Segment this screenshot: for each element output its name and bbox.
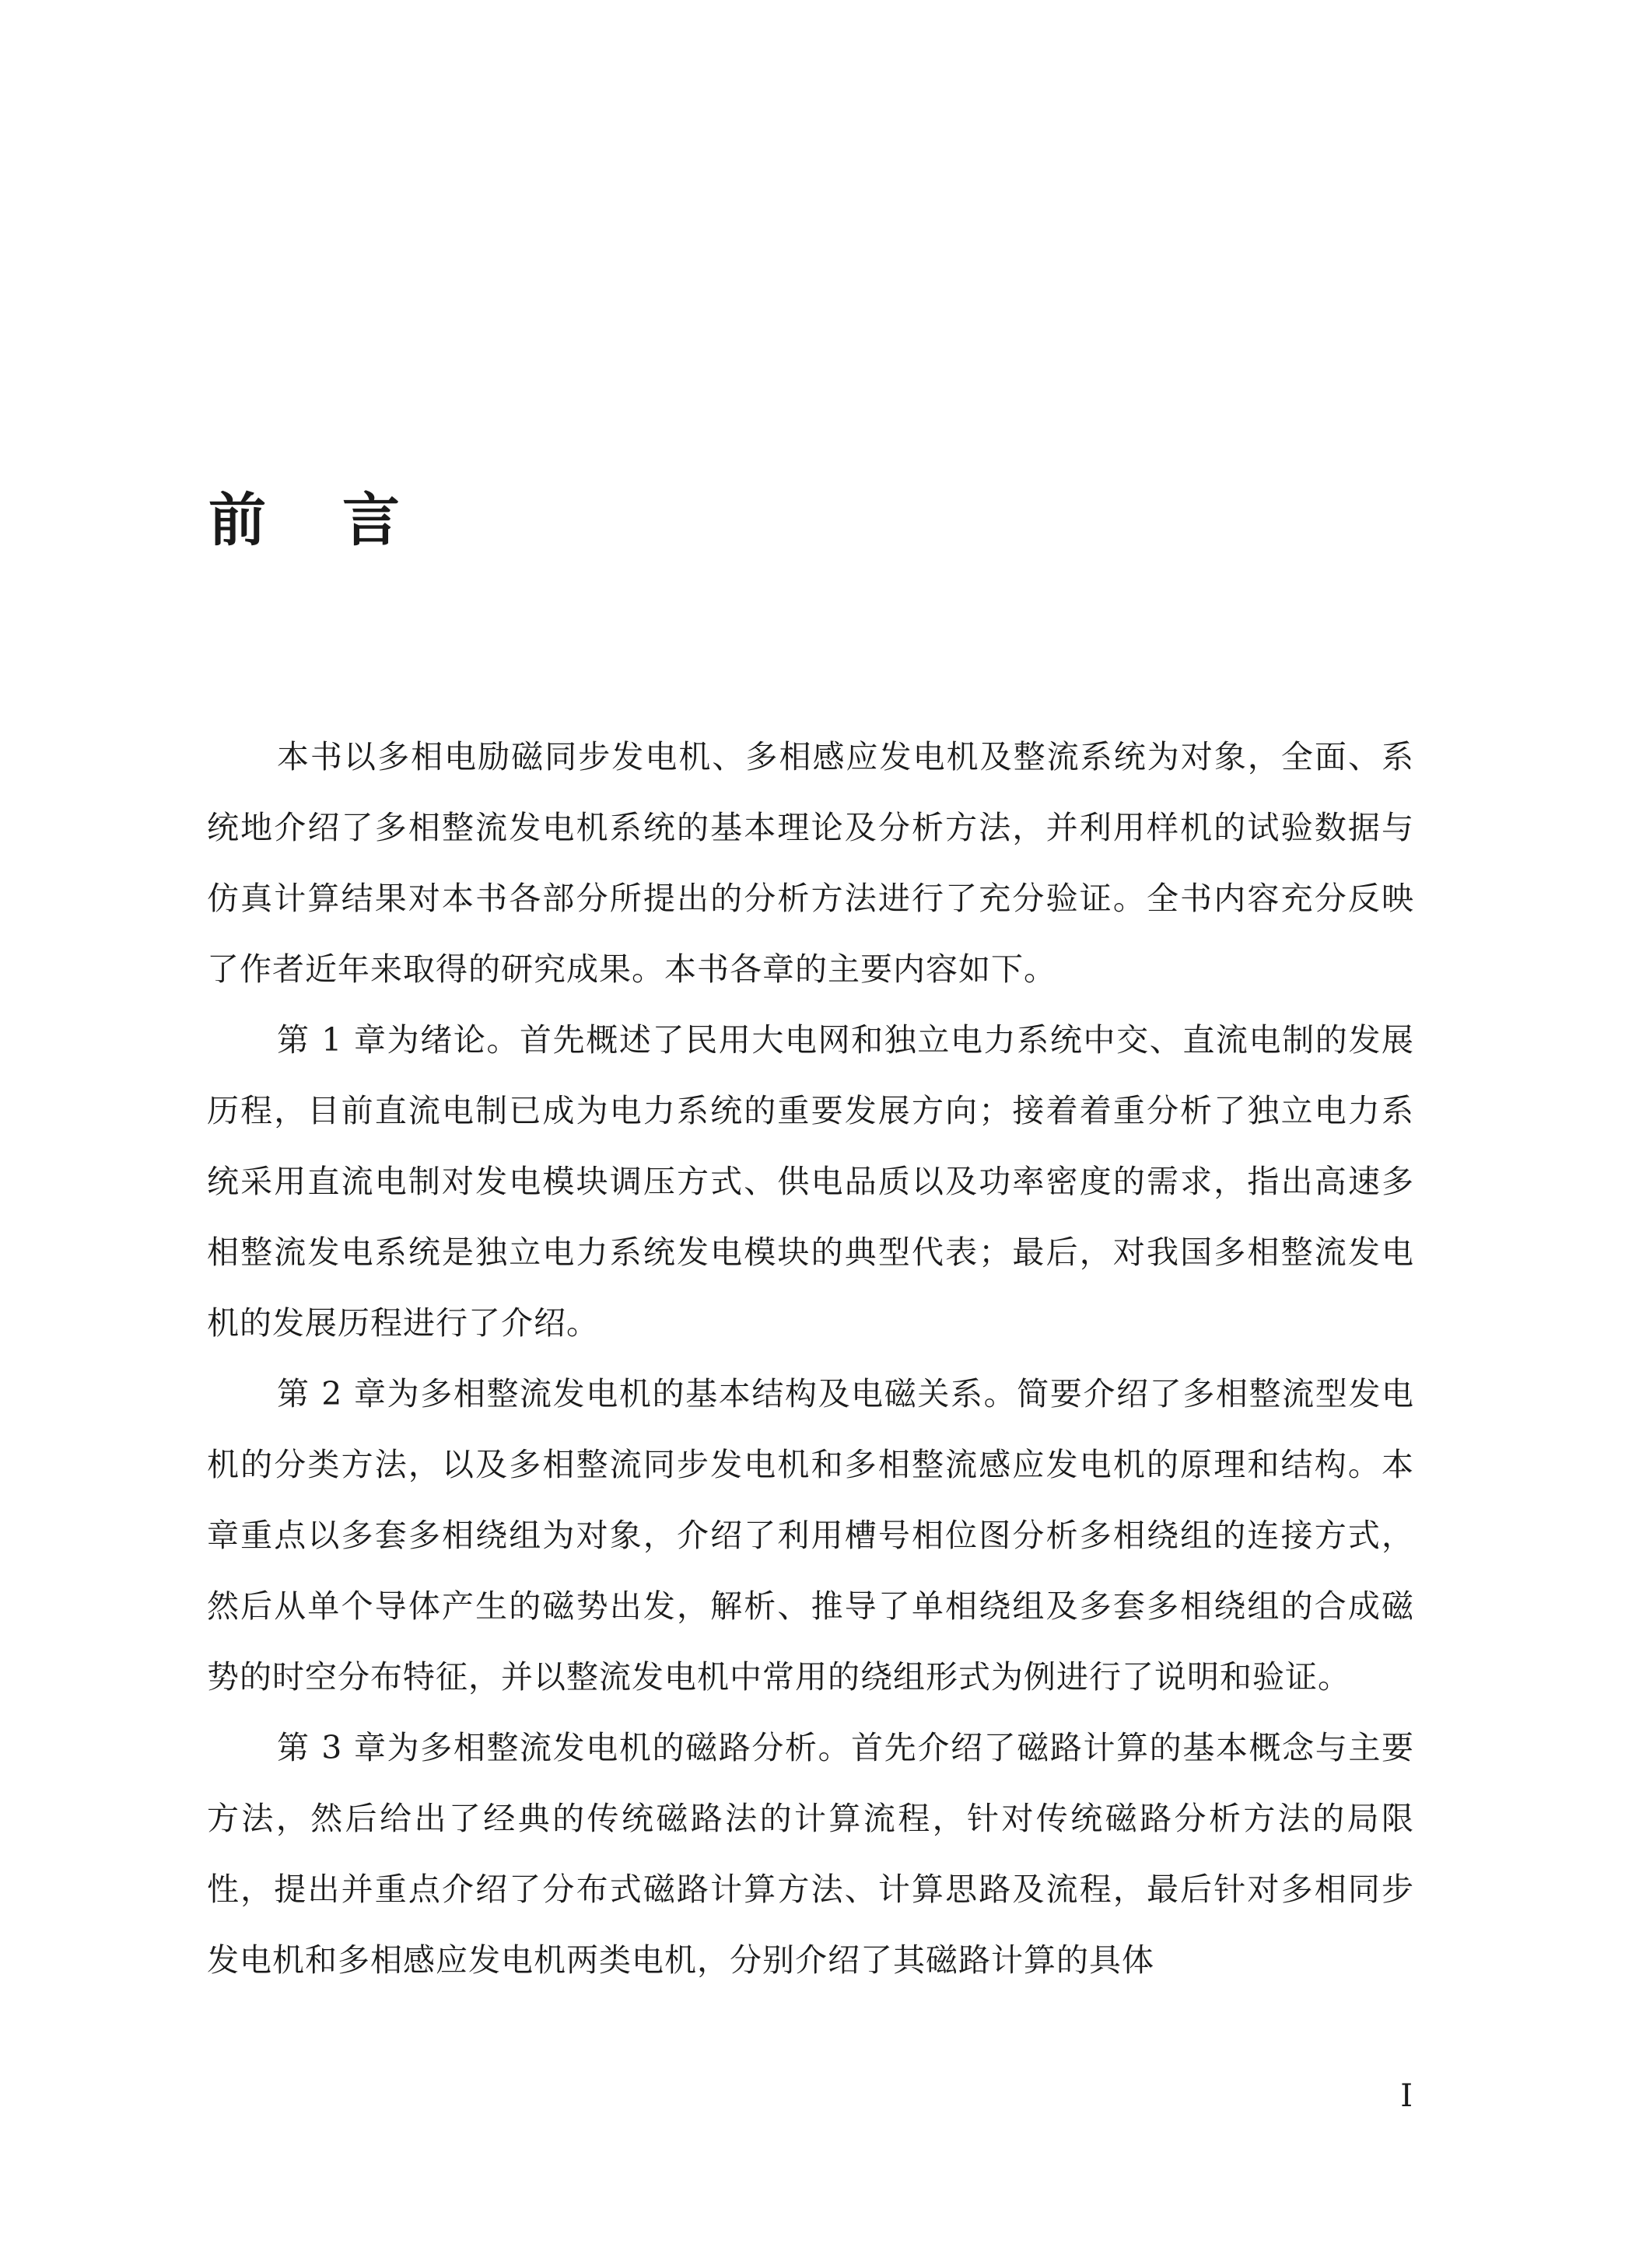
page-number: I bbox=[1400, 2078, 1413, 2114]
paragraph-intro: 本书以多相电励磁同步发电机、多相感应发电机及整流系统为对象，全面、系统地介绍了多相整流发电机系统的基本理论及分析方法，并利用样机的试验数据与仿真计算结果对本书各部分所提出的分析方法进行了充分验证。全书内容充分反映了作者近年来取得的研究成果。本书各章的主要内容如下。 bbox=[207, 738, 1414, 988]
heading-char-1: 前 bbox=[208, 487, 266, 554]
paragraph-chapter-1: 第 1 章为绪论。首先概述了民用大电网和独立电力系统中交、直流电制的发展历程，目前直流电制已成为电力系统的重要发展方向；接着着重分析了独立电力系统采用直流电制对发电模块调压方式、供电品质以及功率密度的需求，指出高速多相整流发电系统是独立电力系统发电模块的典型代表；最后，对我国多相整流发电机的发展历程进行了介绍。 bbox=[207, 1021, 1414, 1342]
paragraph-chapter-3: 第 3 章为多相整流发电机的磁路分析。首先介绍了磁路计算的基本概念与主要方法，然后给出了经典的传统磁路法的计算流程，针对传统磁路分析方法的局限性，提出并重点介绍了分布式磁路计算方法、计算思路及流程，最后针对多相同步发电机和多相感应发电机两类电机，分别介绍了其磁路计算的具体 bbox=[207, 1729, 1414, 1979]
heading-char-2: 言 bbox=[342, 487, 400, 554]
paragraph-chapter-2: 第 2 章为多相整流发电机的基本结构及电磁关系。简要介绍了多相整流型发电机的分类方法，以及多相整流同步发电机和多相整流感应发电机的原理和结构。本章重点以多套多相绕组为对象，介绍了利用槽号相位图分析多相绕组的连接方式，然后从单个导体产生的磁势出发，解析、推导了单相绕组及多套多相绕组的合成磁势的时空分布特征，并以整流发电机中常用的绕组形式为例进行了说明和验证。 bbox=[207, 1375, 1414, 1696]
body-text bbox=[207, 722, 1414, 1996]
preface-heading bbox=[208, 487, 400, 554]
